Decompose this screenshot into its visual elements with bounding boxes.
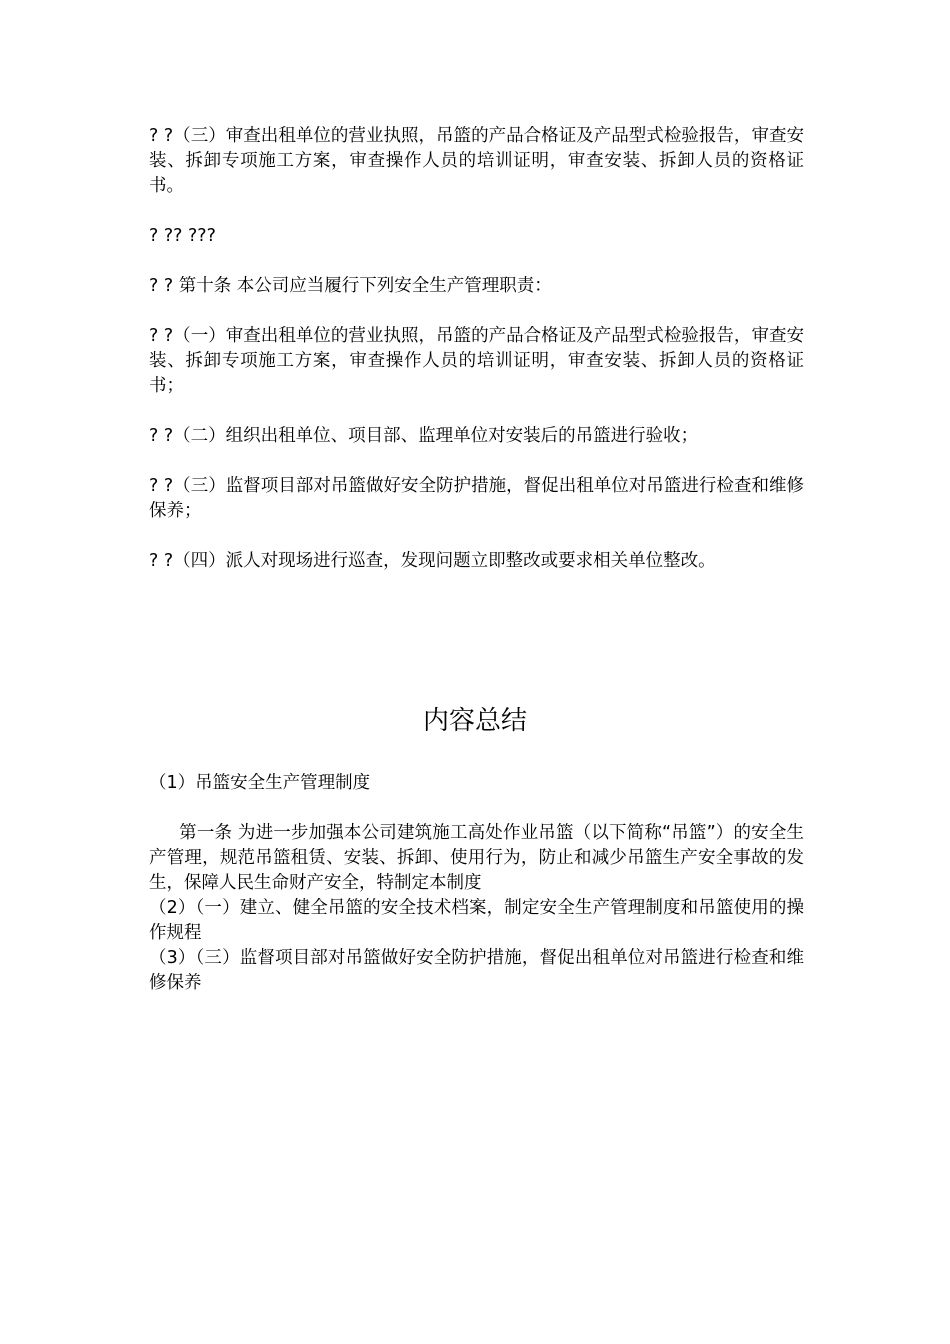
summary-item-1: 第一条 为进一步加强本公司建筑施工高处作业吊篮（以下简称“吊篮”）的安全生产管理，规范吊篮租赁、安装、拆卸、使用行为，防止和减少吊篮生产安全事故的发生，保障人民生命财产安全，特制定本制度 bbox=[149, 823, 804, 893]
summary-title: 内容总结 bbox=[422, 706, 527, 736]
summary-item-2: （2）（一）建立、健全吊篮的安全技术档案，制定安全生产管理制度和吊篮使用的操作规程 bbox=[149, 898, 804, 943]
paragraph-duty-two: ? ?（二）组织出租单位、项目部、监理单位对安装后的吊篮进行验收； bbox=[149, 426, 699, 446]
document-body bbox=[149, 124, 804, 599]
paragraph-duty-three: ? ?（三）监督项目部对吊篮做好安全防护措施，督促出租单位对吊篮进行检查和维修保养； bbox=[149, 476, 804, 521]
summary-section bbox=[149, 771, 804, 996]
paragraph-review-rental-documents: ? ?（三）审查出租单位的营业执照，吊篮的产品合格证及产品型式检验报告，审查安装、拆卸专项施工方案，审查操作人员的培训证明，审查安装、拆卸人员的资格证书。 bbox=[149, 126, 804, 196]
paragraph-article-ten: ? ? 第十条 本公司应当履行下列安全生产管理职责： bbox=[149, 276, 552, 296]
paragraph-duty-one: ? ?（一）审查出租单位的营业执照，吊篮的产品合格证及产品型式检验报告，审查安装、拆卸专项施工方案，审查操作人员的培训证明，审查安装、拆卸人员的资格证书； bbox=[149, 326, 804, 396]
summary-item-3: （3）（三）监督项目部对吊篮做好安全防护措施，督促出租单位对吊篮进行检查和维修保养 bbox=[149, 948, 804, 993]
summary-heading: （1）吊篮安全生产管理制度 bbox=[149, 773, 371, 793]
summary-body bbox=[149, 821, 804, 996]
paragraph-duty-four: ? ?（四）派人对现场进行巡查，发现问题立即整改或要求相关单位整改。 bbox=[149, 551, 716, 571]
paragraph-placeholder-marks: ? ?? ??? bbox=[149, 226, 216, 246]
